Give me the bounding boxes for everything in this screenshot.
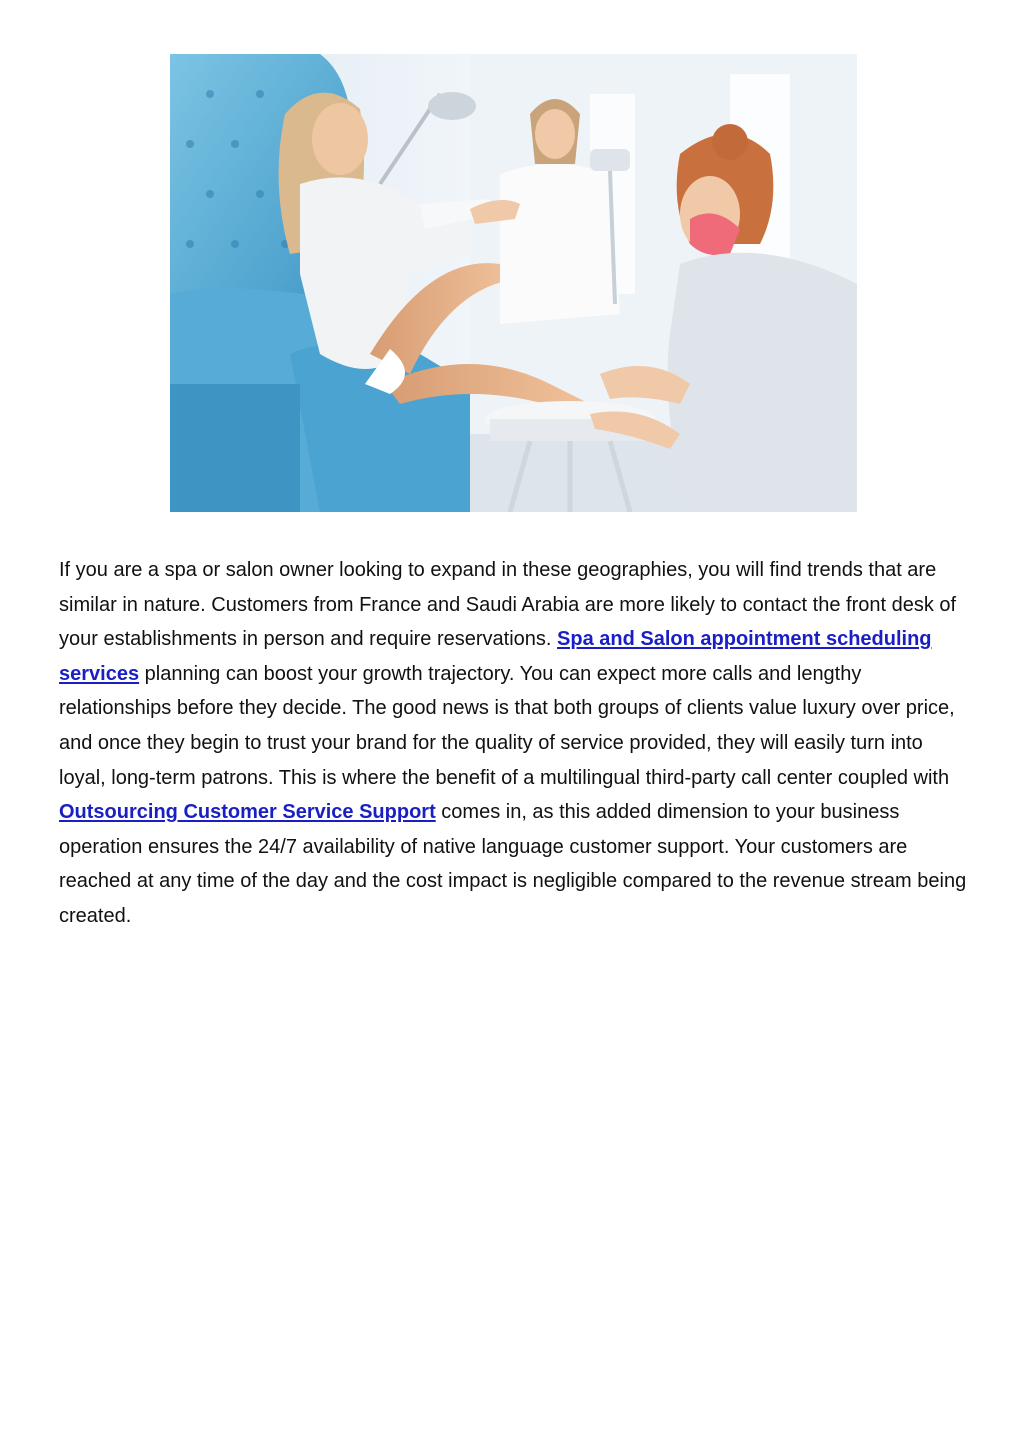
- spa-pedicure-photo: [170, 54, 857, 512]
- outsourcing-customer-service-link[interactable]: Outsourcing Customer Service Support: [59, 801, 436, 824]
- spa-salon-scheduling-link[interactable]: Spa and Salon appointment scheduling services: [59, 628, 932, 685]
- paragraph-text-3: comes in, as this added dimension to your business operation ensures the 24/7 availability of native language customer support. Your customers are reached at any time of the day and the cost impact is negligible compared to the revenue stream being created.: [59, 801, 967, 927]
- paragraph-text-2: planning can boost your growth trajectory. You can expect more calls and lengthy relationships before they decide. The good news is that both groups of clients value luxury over price, and once they begin to trust your brand for the quality of service provided, they will easily turn into loyal, long-term patrons. This is where the benefit of a multilingual third-party call center coupled with: [59, 662, 955, 789]
- body-paragraph: [59, 553, 971, 934]
- paragraph-text-1: If you are a spa or salon owner looking to expand in these geographies, you will find trends that are similar in nature. Customers from France and Saudi Arabia are more likely to contact the front desk of your establishments in person and require reservations.: [59, 559, 957, 651]
